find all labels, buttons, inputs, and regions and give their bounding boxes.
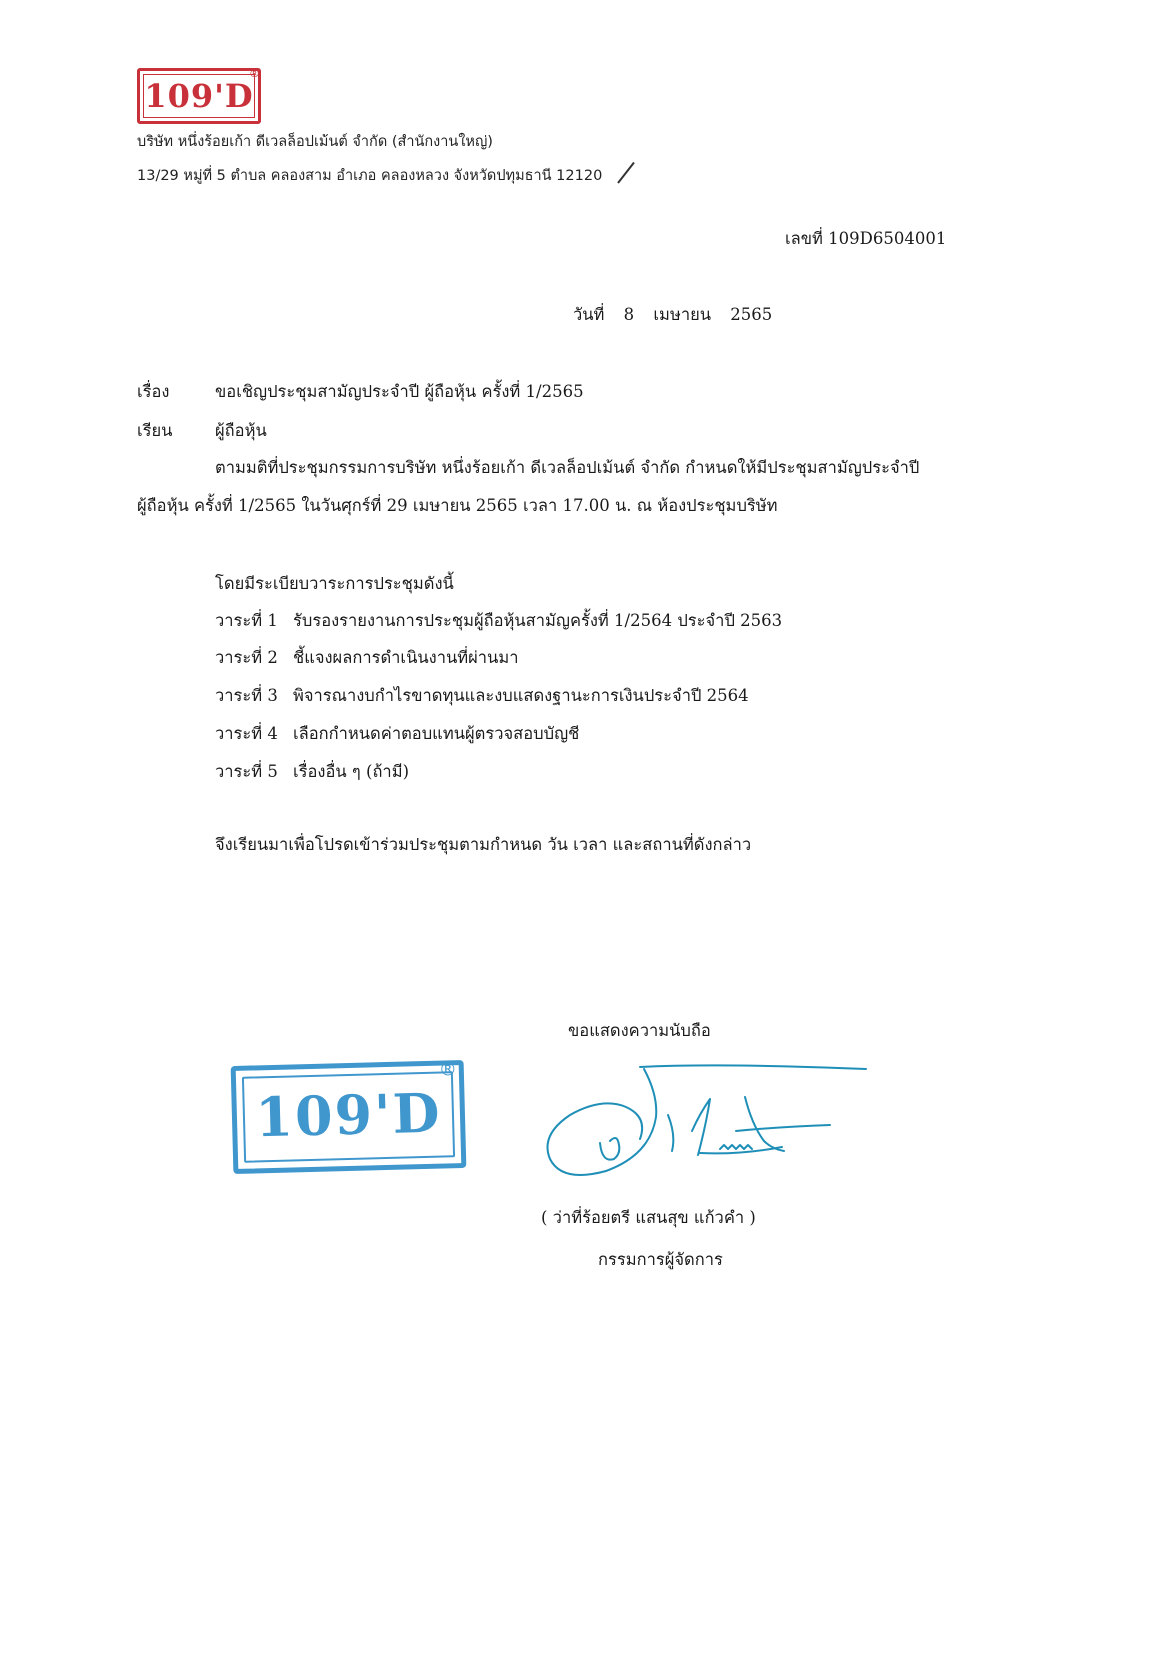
signature-closing: ขอแสดงความนับถือ xyxy=(568,1021,711,1040)
document-number-value: 109D6504001 xyxy=(828,229,947,248)
recipient-label: เรียน xyxy=(137,421,173,440)
document-date xyxy=(573,302,786,328)
company-logo xyxy=(137,68,261,124)
agenda-item-label: วาระที่ 3 xyxy=(215,686,278,705)
company-name: บริษัท หนึ่งร้อยเก้า ดีเวลล็อปเม้นต์ จำกัด (สำนักงานใหญ่) xyxy=(137,134,493,150)
date-month: เมษายน xyxy=(653,305,712,324)
recipient-text: ผู้ถือหุ้น xyxy=(215,421,267,440)
recipient-line xyxy=(137,418,267,444)
agenda-item-text: เลือกกำหนดค่าตอบแทนผู้ตรวจสอบบัญชี xyxy=(293,724,580,743)
document-number xyxy=(785,226,946,252)
agenda-intro: โดยมีระเบียบวาระการประชุมดังนี้ xyxy=(215,574,454,593)
agenda-item-label: วาระที่ 4 xyxy=(215,724,278,743)
closing-line: จึงเรียนมาเพื่อโปรดเข้าร่วมประชุมตามกำหนด วัน เวลา และสถานที่ดังกล่าว xyxy=(215,835,752,854)
date-label: วันที่ xyxy=(573,305,605,324)
subject-line xyxy=(137,379,584,405)
agenda-item-text: พิจารณางบกำไรขาดทุนและงบแสดงฐานะการเงินประจำปี 2564 xyxy=(293,686,749,705)
company-stamp xyxy=(231,1060,467,1174)
agenda-item-label: วาระที่ 5 xyxy=(215,762,278,781)
agenda-item xyxy=(215,721,579,747)
pen-mark xyxy=(617,162,635,184)
body-paragraph-line-2: ผู้ถือหุ้น ครั้งที่ 1/2565 ในวันศุกร์ที่ 29 เมษายน 2565 เวลา 17.00 น. ณ ห้องประชุมบริษัท xyxy=(137,496,778,515)
agenda-item-text: รับรองรายงานการประชุมผู้ถือหุ้นสามัญครั้งที่ 1/2564 ประจำปี 2563 xyxy=(293,611,783,630)
agenda-item xyxy=(215,608,782,634)
subject-label: เรื่อง xyxy=(137,382,170,401)
agenda-item xyxy=(215,645,518,671)
subject-text: ขอเชิญประชุมสามัญประจำปี ผู้ถือหุ้น ครั้งที่ 1/2565 xyxy=(215,382,584,401)
document-number-label: เลขที่ xyxy=(785,229,823,248)
company-address: 13/29 หมู่ที่ 5 ตำบล คลองสาม อำเภอ คลองหลวง จังหวัดปทุมธานี 12120 xyxy=(137,168,603,184)
handwritten-signature xyxy=(540,1055,880,1205)
signatory-name: ( ว่าที่ร้อยตรี แสนสุข แก้วคำ ) xyxy=(541,1208,756,1227)
date-year: 2565 xyxy=(730,305,773,324)
agenda-item xyxy=(215,683,749,709)
body-paragraph-line-1: ตามมติที่ประชุมกรรมการบริษัท หนึ่งร้อยเก้า ดีเวลล็อปเม้นต์ จำกัด กำหนดให้มีประชุมสามัญประจำปี xyxy=(215,458,920,477)
agenda-item-text: เรื่องอื่น ๆ (ถ้ามี) xyxy=(293,762,410,781)
stamp-registered-mark: ® xyxy=(438,1059,458,1081)
logo-text: 109'D xyxy=(144,77,254,115)
stamp-text: 109'D xyxy=(254,1080,443,1150)
date-day: 8 xyxy=(623,305,635,324)
agenda-item-text: ชี้แจงผลการดำเนินงานที่ผ่านมา xyxy=(293,648,519,667)
agenda-item-label: วาระที่ 2 xyxy=(215,648,278,667)
agenda-item xyxy=(215,759,409,785)
logo-registered-mark: ® xyxy=(249,67,260,80)
agenda-item-label: วาระที่ 1 xyxy=(215,611,278,630)
signatory-position: กรรมการผู้จัดการ xyxy=(598,1250,723,1269)
